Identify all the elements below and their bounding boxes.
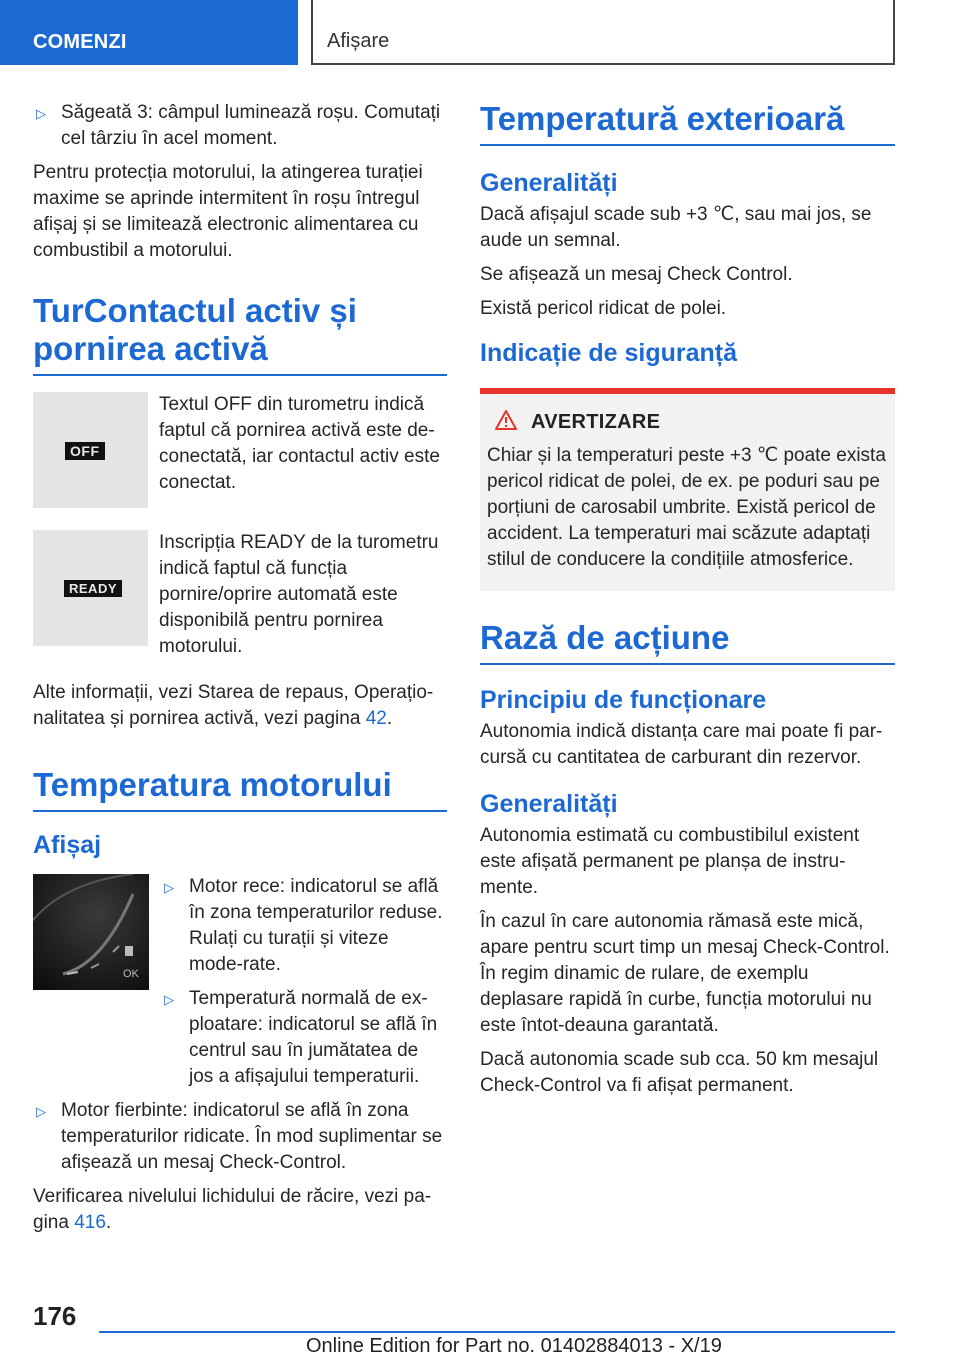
gauge-figure-row bbox=[33, 874, 447, 1090]
page-link[interactable]: 416 bbox=[74, 1212, 106, 1233]
paragraph: În cazul în care autonomia rămasă este mică, apare pentru scurt timp un mesaj Check-Control. În regim dinamic de rulare, de exemplu deplasare rapidă în curbe, funcția motorului nu este întot-deauna garantată. bbox=[480, 911, 890, 1036]
footer-edition: Online Edition for Part no. 01402884013 - X/19 bbox=[306, 1335, 722, 1357]
heading-display: Afișaj bbox=[33, 831, 102, 859]
off-indicator-image bbox=[33, 392, 148, 508]
heading-principle: Principiu de funcționare bbox=[480, 686, 767, 714]
heading-engine-temp: Temperatura motorului bbox=[33, 766, 447, 812]
warning-header bbox=[487, 410, 887, 435]
section-title: COMENZI bbox=[33, 31, 127, 53]
ready-figure-row bbox=[33, 530, 447, 660]
heading-general: Generalități bbox=[480, 169, 618, 197]
gauge-bullets bbox=[161, 874, 447, 1090]
paragraph: Există pericol ridicat de polei. bbox=[480, 298, 727, 319]
section-tab bbox=[0, 0, 298, 65]
paragraph: Dacă afișajul scade sub +3 ℃, sau mai jos, se aude un semnal. bbox=[480, 204, 872, 251]
warning-triangle-icon bbox=[495, 410, 517, 435]
heading-contact: TurContactul activ și pornirea activă bbox=[33, 292, 447, 376]
list-item: ▷ Temperatură normală de ex-ploatare: indicatorul se află în centrul sau în jumătatea de jos a afișajului temperaturii. bbox=[164, 988, 438, 1087]
list-item: ▷ Săgeată 3: câmpul luminează roșu. Comutați cel târziu în acel moment. bbox=[36, 102, 441, 149]
ready-indicator-image bbox=[33, 530, 148, 646]
bullet-triangle-icon: ▷ bbox=[36, 1104, 46, 1119]
ready-indicator: READY bbox=[64, 580, 122, 597]
paragraph: Autonomia indică distanța care mai poate fi par-cursă cu cantitatea de carburant din rezervor. bbox=[480, 721, 883, 768]
paragraph: Autonomia estimată cu combustibilul existent este afișată permanent pe planșa de instru-mente. bbox=[480, 825, 860, 898]
paragraph: Pentru protecția motorului, la atingerea turației maxime se aprinde intermitent în roșu întregul afișaj și se limitează electronic alimentarea cu combustibil a motorului. bbox=[33, 162, 423, 261]
list-item: ▷ Motor fierbinte: indicatorul se află în zona temperaturilor ridicate. În mod suplimentar se afișează un mesaj Check-Control. bbox=[36, 1100, 443, 1173]
heading-safety: Indicație de siguranță bbox=[480, 339, 738, 367]
subsection-title: Afișare bbox=[327, 30, 390, 52]
off-text: Textul OFF din turometru indică faptul că pornirea activă este de-conectată, iar contactul activ este conectat. bbox=[159, 394, 440, 493]
more-info-paragraph: Alte informații, vezi Starea de repaus, Operațio-nalitatea și pornirea activă, vezi pagina 42. bbox=[33, 682, 434, 729]
warning-title: AVERTIZARE bbox=[531, 411, 661, 433]
warning-box bbox=[480, 388, 895, 591]
heading-outside-temp: Temperatură exterioară bbox=[480, 100, 895, 146]
heading-general: Generalități bbox=[480, 790, 618, 818]
footer-divider bbox=[99, 1331, 895, 1333]
ready-text: Inscripția READY de la turometru indică faptul că funcția pornire/oprire automată este disponibilă pentru pornirea motorului. bbox=[159, 532, 439, 657]
subsection-box bbox=[311, 0, 895, 65]
heading-range: Rază de acțiune bbox=[480, 619, 895, 665]
right-column bbox=[480, 100, 895, 1107]
paragraph: Dacă autonomia scade sub cca. 50 km mesajul Check-Control va fi afișat permanent. bbox=[480, 1049, 879, 1096]
bullet-triangle-icon: ▷ bbox=[164, 880, 174, 895]
coolant-paragraph: Verificarea nivelului lichidului de răcire, vezi pa-gina 416. bbox=[33, 1186, 432, 1233]
off-indicator: OFF bbox=[65, 442, 105, 460]
left-column bbox=[33, 100, 447, 1244]
page-number: 176 bbox=[33, 1301, 77, 1331]
bullet-triangle-icon: ▷ bbox=[36, 106, 46, 121]
temperature-gauge-image bbox=[33, 874, 149, 990]
page-link[interactable]: 42 bbox=[365, 708, 387, 729]
list-item: ▷ Motor rece: indicatorul se află în zona temperaturilor reduse. Rulați cu turații și viteze mode-rate. bbox=[164, 876, 443, 975]
warning-text: Chiar și la temperaturi peste +3 ℃ poate exista pericol ridicat de polei, de ex. pe poduri sau pe porțiuni de carosabil umbrite. Există pericol de accident. La temperaturi mai scăzute adaptați stilul de conducere la condițiile atmosferice. bbox=[487, 445, 886, 570]
gauge-ok-label: OK bbox=[123, 968, 139, 980]
bullet-triangle-icon: ▷ bbox=[164, 992, 174, 1007]
paragraph: Se afișează un mesaj Check Control. bbox=[480, 264, 793, 285]
off-figure-row bbox=[33, 392, 447, 510]
